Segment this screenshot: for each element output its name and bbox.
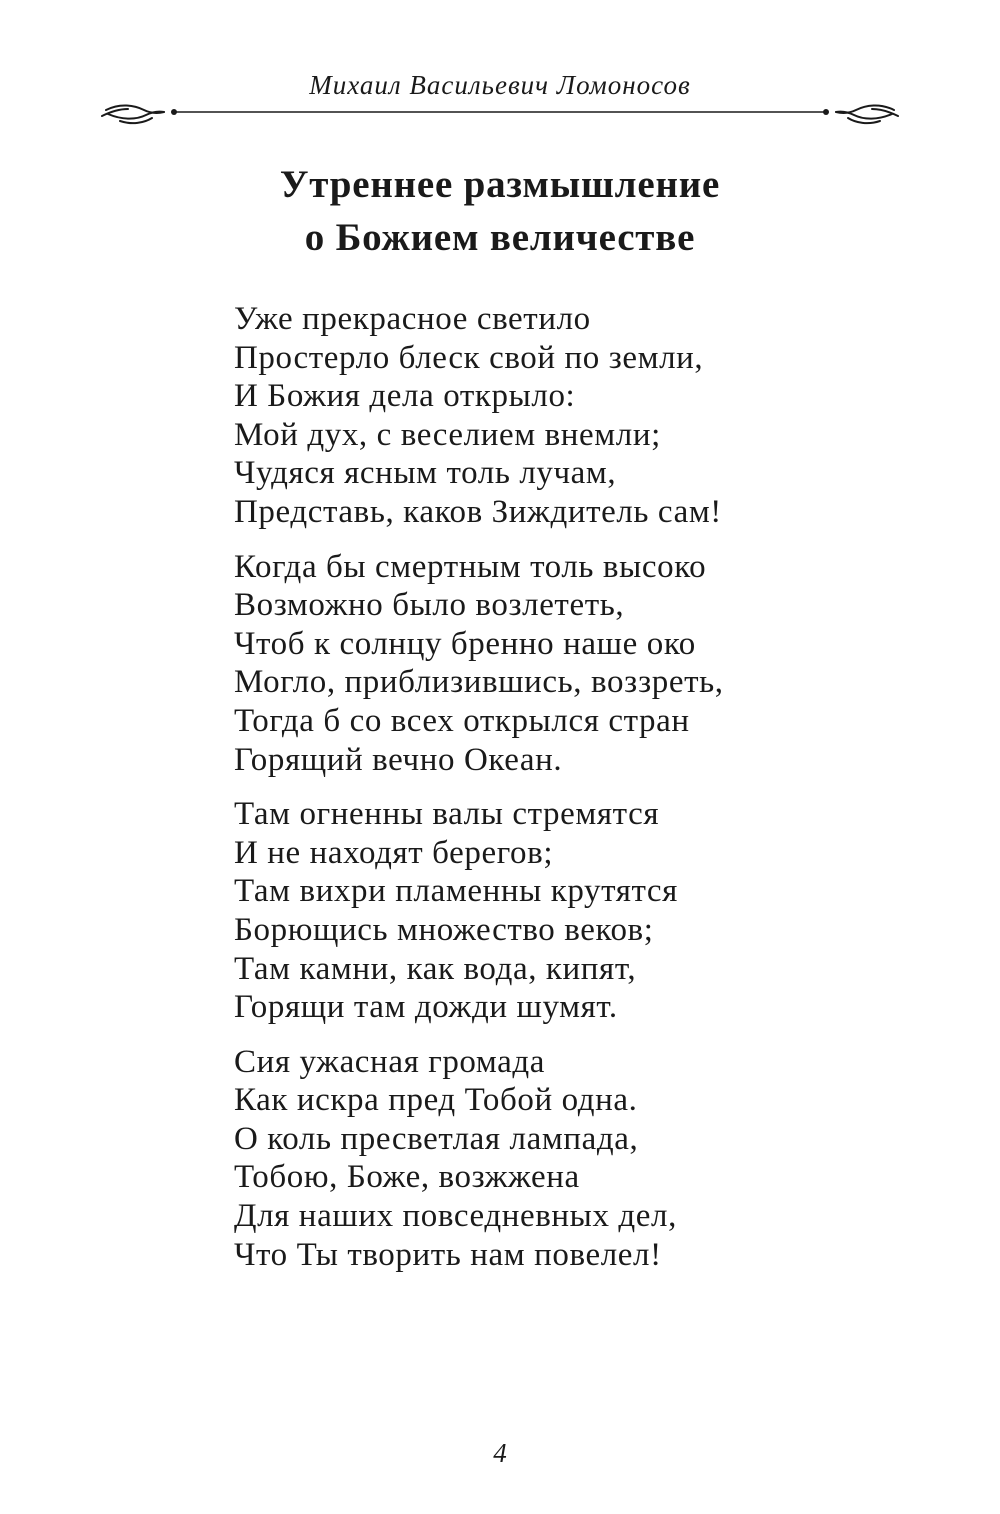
verse-line: Горящий вечно Океан. [234,741,563,778]
verse-line: Там камни, как вода, кипят, [234,950,637,987]
poem-body [234,300,854,1290]
verse-line: Чудяся ясным толь лучам, [234,455,617,492]
verse-line: Чтоб к солнцу бренно наше око [234,625,696,662]
verse-line: Мой дух, с веселием внемли; [234,416,661,453]
verse-line: Могло, приблизившись, воззреть, [234,664,724,701]
verse-line: Борющись множество веков; [234,911,654,948]
verse-line: Как искра пред Тобой одна. [234,1082,638,1119]
verse-line: Что Ты творить нам повелел! [234,1236,662,1273]
right-dot-icon [823,109,829,115]
running-head: Михаил Васильевич Ломоносов [309,70,691,100]
verse-line: Тобою, Боже, возжжена [234,1159,580,1196]
verse-line: Для наших повседневных дел, [234,1198,677,1235]
stanza [234,795,854,1027]
verse-line: И не находят берегов; [234,834,554,871]
verse-line: Простерло блеск свой по земли, [234,339,704,376]
stanza [234,1043,854,1275]
verse-line: О коль пресветлая лампада, [234,1120,639,1157]
verse-line: Уже прекрасное светило [234,301,591,337]
verse-line: Горящи там дожди шумят. [234,989,618,1026]
verse-line: Возможно было возлететь, [234,587,625,624]
poem-title-line-2: о Божием величестве [304,216,696,259]
verse-line: Сия ужасная громада [234,1043,546,1080]
verse-line: И Божия дела открыло: [234,378,576,415]
right-flourish-icon [836,105,898,123]
page-number: 4 [493,1438,507,1468]
ornamental-rule [100,100,900,130]
left-flourish-icon [102,105,164,123]
verse-line: Тогда б со всех открылся стран [234,702,690,739]
poem-title-line-1: Утреннее размышление [279,163,721,206]
verse-line: Там огненны валы стремятся [234,796,660,833]
verse-line: Представь, каков Зиждитель сам! [234,493,722,530]
stanza [234,548,854,780]
poem-title [0,158,1000,264]
verse-line: Когда бы смертным толь высоко [234,548,707,585]
stanza [234,300,854,532]
verse-line: Там вихри пламенны крутятся [234,873,678,910]
